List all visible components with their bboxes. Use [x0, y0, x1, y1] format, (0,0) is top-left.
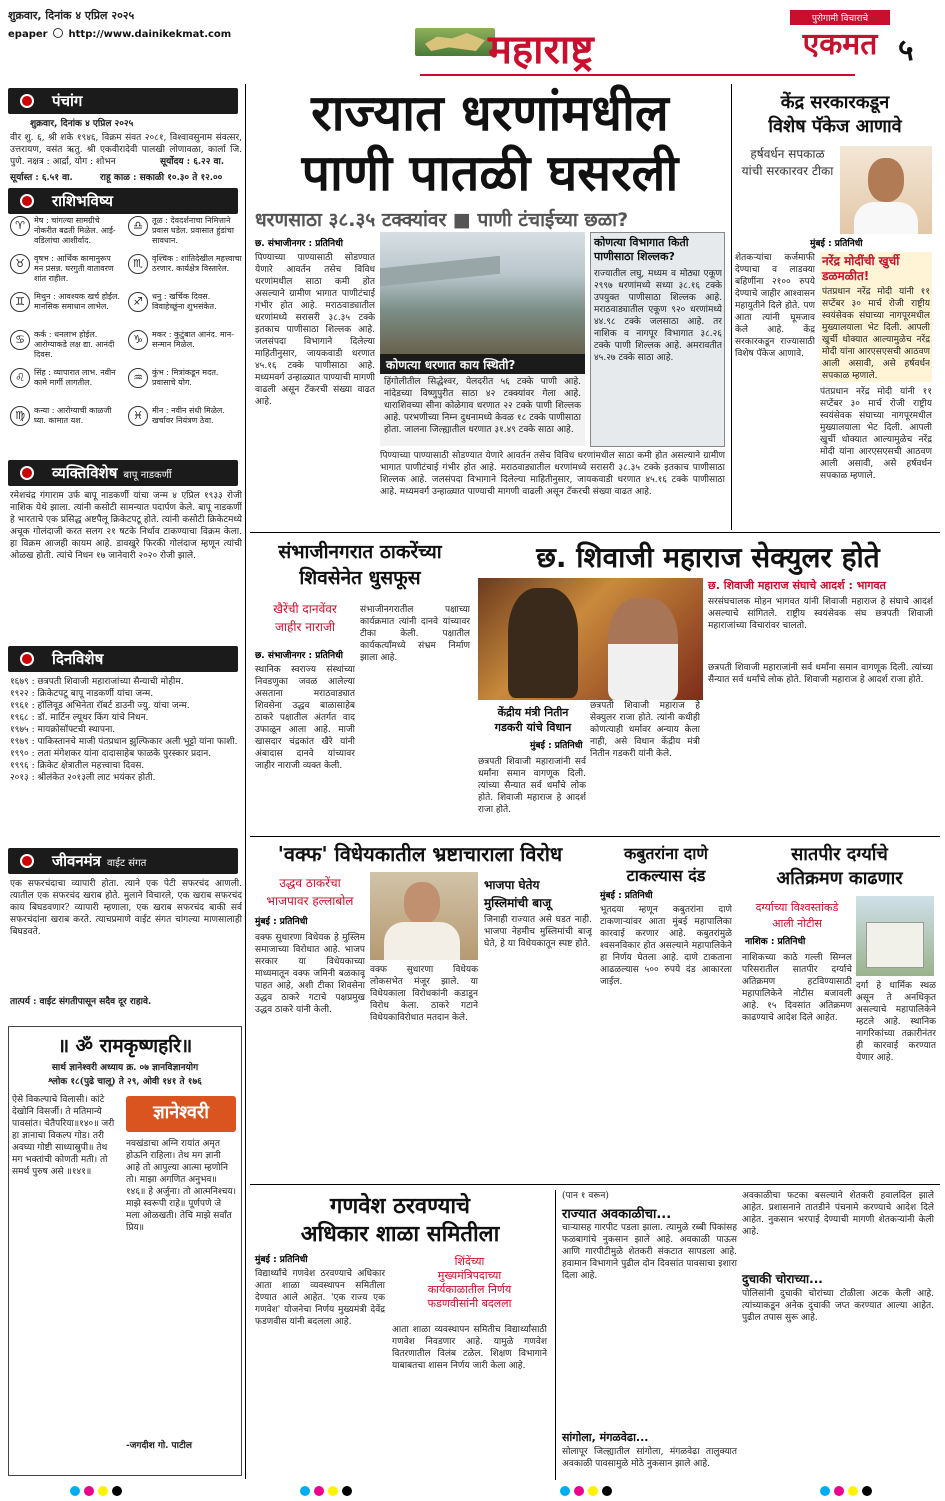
box2-title: कोणत्या विभागात किती पाणीसाठा शिल्लक? — [594, 236, 689, 263]
dateline: शुक्रवार, दिनांक ४ एप्रिल २०२५ — [8, 9, 135, 22]
jeevan-title: जीवनमंत्र — [52, 852, 101, 870]
vyakti-body: रमेशचंद्र गंगाराम उर्फ बापू नाडकर्णी यांचा जन्म ४ एप्रिल १९३३ रोजी नाशिक येथे झाला. त्यांनी कसोटी सामन्यात पदार्पण केले. बापू नाडकर्णी हे भारताचे एक प्रसिद्ध अष्टपैलू क्रिकेटपटू होते. त्यांनी कसोटी क्रिकेटमध्ये अचूक गोलंदाजी करत सलग २१ षटके निर्धाव टाकण्याचा विक्रम केला. हा विक्रम आजही कायम आहे. डावखुरे फिरकी गोलंदाज म्हणून त्यांची ओळख होती. त्यांचे निधन १७ जानेवारी २०२० रोजी झाले. — [10, 491, 242, 561]
row-rule-3 — [250, 1184, 940, 1185]
rashi-item-vrushchik — [128, 254, 242, 274]
satpeer-title-1: सातपीर दर्ग्याचे — [791, 844, 888, 865]
waqf-kicker-1: उद्धव ठाकरेंचा — [279, 876, 341, 890]
magenta-swatch — [84, 1486, 94, 1496]
brand-logo: एकमत — [802, 27, 878, 62]
list-item: १९७५ : मायक्रोसॉफ्टची स्थापना. — [10, 725, 116, 735]
scorpio-icon: ♏ — [128, 254, 148, 274]
rashi-item-kark — [10, 330, 122, 360]
cancer-icon: ♋ — [10, 330, 30, 350]
jeevan-moral: तात्पर्य : वाईट संगतीपासून सदैव दूर राहावे. — [10, 997, 152, 1007]
waqf-body-2: वक्फ सुधारणा विधेयक लोकसभेत मंजूर झाले. या विधेयकाला विरोधकांनी कडाडून विरोध केला. ठाकरे गटाने विधेयकाविरोधात मतदान केले. — [370, 965, 478, 1023]
shirt — [854, 202, 918, 234]
kabutar-title-2: टाकल्यास दंड — [626, 866, 706, 885]
shivaji-photo — [478, 578, 703, 700]
dnyaneshwari-logo-text: ज्ञानेश्वरी — [153, 1102, 209, 1123]
list-item: १९९६ : क्रिकेट क्षेत्रातील महत्त्वाचा दिवस. — [10, 761, 145, 771]
sambhaji-title-1: संभाजीनगरात ठाकरेंच्या — [278, 541, 442, 563]
bullet-icon — [20, 854, 34, 868]
ganvesh-body-2: आता शाळा व्यवस्थापन समितीच विद्यार्थ्यांसाठी गणवेश निवडणार आहे. यामुळे गणवेश वितरणातील विलंब टळेल. शिक्षण विभागाने याबाबतचा शासन निर्णय जारी केला आहे. — [392, 1325, 547, 1371]
rashi-title: राशिभविष्य — [52, 192, 113, 210]
ramkrishna-left: ऐसे विकल्पाचे विलासी। कांटे देखोनि विसर्जी। ते मतिमान्ये पावसांत। चेतैपरिया॥१४०॥ जरी हा ज्ञानाचा विकल्प गोड। तरी अवघ्या गोष्टी साध्यास्रुपी॥ तेथ मग भक्तांची कोणती मती। तो समर्थ पुरुष असे ॥१४१॥ — [12, 1095, 115, 1177]
rashi-text: धनु : खर्चिक दिवस. विवाहेच्छूंना शुभसंकेत. — [152, 292, 217, 311]
continuation-title: राज्यात अवकाळीचा... — [562, 1207, 672, 1222]
lead-headline-1: राज्यात धरणांमधील — [311, 84, 669, 142]
waqf-side-body: जिनाही राज्यात असे घडत नाही. भाजपा नेहमीच मुस्लिमांची बाजू घेते, हे या विधेयकातून स्पष्ट होते. — [484, 915, 592, 949]
right-column-rule — [731, 84, 732, 530]
list-item: २०१३ : श्रीलंकेत २०१३ली लाट भयंकर होती. — [10, 773, 156, 783]
continuation-body-2: सोलापूर जिल्ह्यातील सांगोला, मंगळवेढा तालुक्यात अवकाळी पावसामुळे मोठे नुकसान झाले आहे. — [562, 1447, 737, 1469]
shirt — [384, 922, 460, 960]
shivaji-caption-1: केंद्रीय मंत्री नितीन — [497, 706, 569, 719]
waqf-title: 'वक्फ' विधेयकातील भ्रष्टाचाराला विरोध — [277, 842, 563, 866]
satpeer-body-2: दर्गा हे धार्मिक स्थळ असून ते अनधिकृत असल्याचे महापालिकेने म्हटले आहे. स्थानिक नागरिकांच्या तक्रारीनंतर ही कारवाई करण्यात येणार आहे. — [856, 981, 936, 1063]
magenta-swatch — [314, 1486, 324, 1496]
box2-body: राज्यातील लघु, मध्यम व मोठ्या एकूण २९९७ धरणांमध्ये सध्या ३८.१६ टक्के उपयुक्त पाणीसाठा शिल्लक आहे. मराठवाड्यातील एकूण ९२० धरणांमध्ये ४४.९८ टक्के जलसाठा आहे. तर नाशिक व नागपूर विभागात ३८.२६ टक्के पाणी शिल्लक आहे. अमरावतीत ४५.२७ टक्के साठा आहे. — [594, 269, 722, 363]
rashi-text: वृश्चिक : शांतिदेखील महत्त्वाचा ठरणार. कार्यक्षेत्र विस्तारेल. — [152, 254, 242, 273]
ramkrishna-title: ॥ ॐ रामकृष्णहरि॥ — [57, 1035, 193, 1057]
rashi-grid — [10, 216, 242, 448]
continuation-body: चाऱ्यासह गारपीट पडला झाला. त्यामुळे रब्बी पिकांसह फळबागांचे नुकसान झाले आहे. अवकाळी पाऊस आणि गारपीटीमुळे शेतकरी संकटात सापडला आहे. हवामान विभागाने पुढील दोन दिवसांत पावसाचा इशारा दिला आहे. — [562, 1223, 737, 1281]
dinvishesh-list — [10, 676, 242, 784]
rashi-item-dhanu — [128, 292, 242, 312]
magenta-swatch — [574, 1486, 584, 1496]
rashi-item-kanya — [10, 406, 122, 426]
gemini-icon: ♊ — [10, 292, 30, 312]
row-rule-2 — [250, 836, 940, 837]
aquarius-icon: ♒ — [128, 368, 148, 388]
continuation-rule — [555, 1190, 556, 1480]
ganvesh-title-1: गणवेश ठरवण्याचे — [329, 1194, 471, 1219]
ganvesh-title-2: अधिकार शाळा समितीला — [300, 1222, 500, 1247]
satpeer-title-2: अतिक्रमण काढणार — [776, 868, 903, 889]
magenta-swatch — [834, 1486, 844, 1496]
section-title: महाराष्ट्र — [488, 27, 594, 73]
ganvesh-kicker-1: शिंदेंच्या — [454, 1255, 485, 1268]
pisces-icon: ♓ — [128, 406, 148, 426]
shivaji-body-right: छत्रपती शिवाजी महाराजांनी सर्व धर्मांना समान वागणूक दिली. त्यांच्या सैन्यात सर्व धर्मांचे लोक होते. शिवाजी महाराज हे आदर्श राजा होते. — [708, 663, 933, 685]
rashi-text: कन्या : आरोग्याची काळजी घ्या. कामात यश. — [34, 406, 112, 425]
dam-wall — [380, 256, 500, 287]
modi-title: नरेंद्र मोदींची खुर्ची डळमळीत! — [822, 254, 900, 283]
registration-bar — [0, 1482, 945, 1501]
rashi-text: कुंभ : मित्रांकडून मदत. प्रवासाचे योग. — [152, 368, 219, 387]
list-item: १९९० : लता मंगेशकर यांना दादासाहेब फाळके पुरस्कार प्रदान. — [10, 749, 212, 759]
lead-body-col1: पिण्याच्या पाण्यासाठी सोडण्यात येणारे आवर्तन तसेच विविध धरणांमधील साठा कमी होत असल्याने ग्रामीण भागात पाणीटंचाई गंभीर होत आहे. मराठवाड्यातील धरणांमध्ये सरासरी ३८.३५ टक्के इतकाच पाणीसाठा शिल्लक आहे. जलसंपदा विभागाने दिलेल्या माहितीनुसार, जायकवाडी धरणात ४५.१६ टक्के पाणीसाठा आहे. मध्यमवर्ग उन्हाळ्यात पाण्याची मागणी वाढली असून टँकरची संख्या वाढत आहे. — [255, 253, 375, 407]
jeevan-header — [8, 848, 238, 874]
vyakti-title: व्यक्तिविशेष — [52, 464, 118, 482]
list-item: १६७९ : छत्रपती शिवाजी महाराजांच्या सैन्याची मोहीम. — [10, 677, 184, 687]
capricorn-icon: ♑ — [128, 330, 148, 350]
rashi-text: मकर : कुटुंबात आनंद. मान-सन्मान मिळेल. — [152, 330, 235, 349]
satpeer-byline: नाशिक : प्रतिनिधी — [745, 937, 806, 947]
gadkari-figure — [608, 598, 678, 700]
ganvesh-body: विद्यार्थ्यांचे गणवेश ठरवण्याचे अधिकार आता शाळा व्यवस्थापन समितीला देण्यात आले आहेत. 'एक राज्य एक गणवेश' योजनेचा निर्णय मुख्यमंत्री देवेंद्र फडणवीस यांनी बदलला आहे. — [255, 1269, 385, 1327]
site-url[interactable]: http://www.dainikekmat.com — [68, 29, 232, 40]
dam-photo — [380, 232, 585, 374]
continuation-page-ref: (पान १ वरून) — [562, 1191, 609, 1201]
rashi-text: मेष : चांगल्या सामग्रीचे नोकरीत बढती मिळेल. आई-वडिलांचा आशीर्वाद. — [34, 216, 116, 245]
yellow-swatch — [848, 1486, 858, 1496]
shivaji-byline: मुंबई : प्रतिनिधी — [530, 741, 583, 751]
libra-icon: ♎ — [128, 216, 148, 236]
kabutar-title-1: कबुतरांना दाणे — [623, 844, 709, 863]
lead-body-cont: पिण्याच्या पाण्यासाठी सोडण्यात येणारे आवर्तन तसेच विविध धरणांमधील साठा कमी होत असल्याने ग्रामीण भागात पाणीटंचाई गंभीर होत आहे. मराठवाड्यातील धरणांमध्ये सरासरी ३८.३५ टक्के इतकाच पाणीसाठा शिल्लक आहे. जलसंपदा विभागाने दिलेल्या माहितीनुसार, जायकवाडी धरणात ४५.१६ टक्के पाणीसाठा आहे. मध्यमवर्ग उन्हाळ्यात पाण्याची मागणी वाढली असून टँकरची संख्या वाढत आहे. — [380, 451, 725, 497]
shivaji-body-left: छत्रपती शिवाजी महाराजांनी सर्व धर्मांना समान वागणूक दिली. त्यांच्या सैन्यात सर्व धर्मांचे लोक होते. शिवाजी महाराज हे आदर्श राजा होते. — [478, 757, 586, 815]
dargah-photo — [856, 896, 934, 976]
rashi-text: सिंह : व्यापारात लाभ. नवीन कामे मार्गी लागतील. — [34, 368, 116, 387]
kabutar-byline: मुंबई : प्रतिनिधी — [600, 891, 653, 901]
continuation-sub: सांगोला, मंगळवेढा... — [562, 1431, 649, 1444]
rashi-header — [8, 188, 238, 214]
jeevan-body: एक सफरचंदाचा व्यापारी होता. त्याने एक पेटी सफरचंद आणली. त्यातील एक सफरचंद खराब होते. मुलाने विचारले, एक खराब सफरचंद काय बिघडवणार? व्यापारी म्हणाला, एक खराब सफरचंद बाकी सर्व सफरचंदांना खराब करते. त्याचप्रमाणे वाईट संगत चांगल्या माणसालाही बिघडवते. — [10, 879, 242, 937]
kendra-body: शेतकऱ्यांचा कर्जमाफी देण्याचा व लाडक्या बहिणींना २१०० रुपये देण्याचे जाहीर आश्वासन महायुतीने दिले होते. पण आता त्यांनी घूमजाव केले आहे. केंद्र सरकारकडून राज्यासाठी विशेष पॅकेज आणावे. — [735, 253, 815, 359]
lead-byline: छ. संभाजीनगर : प्रतिनिधी — [255, 239, 343, 249]
rashi-item-mithun — [10, 292, 122, 312]
satpeer-kicker-2: आली नोटीस — [772, 917, 822, 930]
section-divider — [420, 74, 855, 76]
vyakti-header — [8, 460, 238, 486]
sambhaji-kicker-1: खैरेंची दानवेंवर — [273, 602, 337, 616]
shivaji-side-title: छ. शिवाजी महाराज संघाचे आदर्श : भागवत — [708, 579, 886, 592]
kendra-title-2: विशेष पॅकेज आणावे — [768, 116, 902, 137]
yellow-swatch — [98, 1486, 108, 1496]
row-rule-1 — [250, 532, 940, 533]
rashi-item-kumbh — [128, 368, 242, 388]
shivaji-body: छत्रपती शिवाजी महाराज हे सेक्युलर राजा होते. त्यांनी कधीही कोणत्याही धर्मावर अन्याय केला नाही, असे विधान केंद्रीय मंत्री नितीन गडकरी यांनी केले. — [590, 701, 700, 759]
ganvesh-kicker-3: कार्यकाळातील निर्णय — [427, 1283, 512, 1296]
sapkal-photo — [840, 146, 932, 234]
rashi-text: मिथुन : आवश्यक खर्च होईल. मानसिक समाधान लाभेल. — [34, 292, 120, 311]
cyan-swatch — [70, 1486, 80, 1496]
satpeer-kicker-1: दर्ग्याच्या विश्वस्तांकडे — [755, 901, 839, 914]
sambhaji-byline: छ. संभाजीनगर : प्रतिनिधी — [255, 651, 343, 661]
rashi-item-sinha — [10, 368, 122, 388]
statue — [508, 588, 578, 698]
shivaji-caption-2: गडकरी यांचे विधान — [494, 721, 572, 734]
face — [404, 882, 440, 924]
sagittarius-icon: ♐ — [128, 292, 148, 312]
list-item: १९७९ : पाकिस्तानचे माजी पंतप्रधान झुल्फिकार अली भुट्टो यांना फाशी. — [10, 737, 238, 747]
epaper-label — [8, 28, 231, 40]
cyan-swatch — [300, 1486, 310, 1496]
waqf-body: वक्फ सुधारणा विधेयक हे मुस्लिम समाजाच्या विरोधात आहे. भाजप सरकार या विधेयकाच्या माध्यमातून वक्फ जमिनी बळकावू पाहत आहे, अशी टीका शिवसेना उद्धव ठाकरे गटाचे पक्षप्रमुख उद्धव ठाकरे यांनी केली. — [255, 933, 365, 1015]
ramkrishna-right: नवखंडाचा अग्नि रायांत अमृत होऊनि राहिला। तेथ मग ज्ञानी आहे तो आपुल्या आत्मा म्हणोनि तो। माझा अगणित अनुभव॥१४६॥ हे अर्जुना। तो आत्मनिश्चय। माझे स्वरूपी राहे॥ पूर्णपणे जे मला ओळखती। तेचि माझे सर्वांत प्रिय॥ — [126, 1139, 236, 1233]
brand-tagline: पुरोगामी विचाराचे — [790, 10, 890, 25]
panchang-rahukal: राहू काळ : सकाळी १०.३० ते १२.०० — [100, 173, 223, 183]
cyan-swatch — [560, 1486, 570, 1496]
left-column-rule — [245, 84, 246, 1479]
waqf-side-title-1: भाजपा घेतेय — [484, 878, 540, 892]
bullet-icon — [20, 466, 34, 480]
bullet-icon — [20, 94, 34, 108]
black-swatch — [112, 1486, 122, 1496]
ramkrishna-source: सार्थ ज्ञानेश्वरी अध्याय क्र. ०७ ज्ञानविज्ञानयोग — [51, 1063, 199, 1073]
panchang-body: वीर शु. ६, श्री शके १९४६, विक्रम संवत २०८१, विश्वावसुनाम संवत्सर, उत्तरायण, वसंत ऋतु. श्री एकवीरादेवी पालखी लोणावळा, कार्ला जि. पुणे. नक्षत्र : आर्द्रा, योग : शोभन — [10, 133, 242, 167]
bullet-icon — [20, 652, 34, 666]
taurus-icon: ♉ — [10, 254, 30, 274]
waqf-side-title-2: मुस्लिमांची बाजू — [484, 896, 552, 910]
kendra-byline: मुंबई : प्रतिनिधी — [810, 239, 863, 249]
chori-title: दुचाकी चोराच्या... — [742, 1272, 823, 1286]
list-item: १९६८ : डॉ. मार्टिन ल्यूथर किंग यांचे निधन. — [10, 713, 149, 723]
dinvishesh-title: दिनविशेष — [52, 650, 104, 668]
epaper-text: epaper — [8, 29, 48, 40]
dargah-building — [866, 922, 924, 968]
page-number: ५ — [898, 33, 914, 68]
panchang-title: पंचांग — [52, 92, 83, 110]
ramkrishna-shlok: श्लोक १८(पुढे चालू) ते २९, ओवी १४१ ते १७६ — [48, 1077, 202, 1087]
list-item: १९६१ : हॉलिवूड अभिनेता रॉबर्ट डाउनी ज्यु. यांचा जन्म. — [10, 701, 190, 711]
rashi-item-tula — [128, 216, 242, 246]
cyan-swatch — [820, 1486, 830, 1496]
waqf-kicker-2: भाजपावर हल्लाबोल — [266, 894, 354, 908]
aries-icon: ♈ — [10, 216, 30, 236]
rashi-item-makar — [128, 330, 242, 350]
chori-body: पोलिसांनी दुचाकी चोरांच्या टोळीला अटक केली आहे. त्यांच्याकडून अनेक दुचाकी जप्त करण्यात आल्या आहेत. पुढील तपास सुरू आहे. — [742, 1289, 934, 1323]
rashi-text: कर्क : धनलाभ होईल. आरोग्याकडे लक्ष द्या. आनंदी दिवस. — [34, 330, 115, 359]
kendra-body-cont: पंतप्रधान नरेंद्र मोदी यांनी ११ सप्टेंबर ३० मार्च रोजी राष्ट्रीय स्वयंसेवक संघाच्या नागपूरमधील मुख्यालयाला भेट दिली. आपली खुर्ची धोक्यात आल्यामुळेच नरेंद्र मोदी यांना आरएसएसची आठवण आली असावी, असे हर्षवर्धन सपकाळ म्हणाले. — [820, 387, 932, 481]
black-swatch — [602, 1486, 612, 1496]
ganvesh-byline: मुंबई : प्रतिनिधी — [255, 1255, 308, 1265]
yellow-swatch — [328, 1486, 338, 1496]
satpeer-body: नाशिकच्या काठे गल्ली सिग्नल परिसरातील सातपीर दर्ग्याचे अतिक्रमण हटविण्यासाठी महापालिकेने नोटीस बजावली आहे. १५ दिवसांत अतिक्रमण काढण्याचे आदेश दिले आहेत. — [742, 953, 852, 1023]
list-item: १९२२ : क्रिकेटपटू बापू नाडकर्णी यांचा जन्म. — [10, 689, 154, 699]
lead-deck: धरणसाठा ३८.३५ टक्क्यांवर ■ पाणी टंचाईच्या छळा? — [255, 209, 629, 231]
panchang-date: शुक्रवार, दिनांक ४ एप्रिल २०२५ — [30, 119, 134, 129]
black-swatch — [342, 1486, 352, 1496]
panchang-header — [8, 88, 238, 114]
yellow-swatch — [588, 1486, 598, 1496]
waqf-byline: मुंबई : प्रतिनिधी — [255, 917, 308, 927]
continuation-right: अवकाळीचा फटका बसल्याने शेतकरी हवालदिल झाले आहेत. प्रशासनाने तातडीने पंचनामे करण्याचे आदेश दिले आहेत. नुकसान भरपाई देण्याची मागणी शेतकऱ्यांनी केली आहे. — [742, 1191, 934, 1237]
ganvesh-kicker-4: फडणवीसांनी बदलला — [427, 1297, 512, 1310]
sambhaji-body: स्थानिक स्वराज्य संस्थांच्या निवडणुका जवळ आलेल्या असताना मराठवाड्यात शिवसेना उद्धव बाळासाहेब ठाकरे पक्षातील अंतर्गत वाद उफाळून आला आहे. माजी खासदार चंद्रकांत खैरे यांनी अंबादास दानवे यांच्यावर जाहीर नाराजी व्यक्त केली. — [255, 665, 355, 771]
rashi-item-meen — [128, 406, 242, 426]
box1-title: कोणत्या धरणात काय स्थिती? — [380, 354, 585, 375]
black-swatch — [862, 1486, 872, 1496]
rashi-item-vrushabh — [10, 254, 122, 284]
rashi-item-mesh — [10, 216, 122, 246]
sambhaji-body-2: संभाजीनगरातील पक्षाच्या कार्यक्रमात त्यांनी दानवे यांच्यावर टीका केली. पक्षातील कार्यकर्त्यांमध्ये संभ्रम निर्माण झाला आहे. — [360, 605, 470, 663]
ramkrishna-credit: -जगदीश गो. पाटील — [126, 1441, 192, 1451]
shivaji-side-body: सरसंघचालक मोहन भागवत यांनी शिवाजी महाराज हे संघाचे आदर्श असल्याचे सांगितले. राष्ट्रीय स्वयंसेवक संघ छत्रपती शिवाजी महाराजांच्या विचारांवर चालतो. — [708, 597, 933, 631]
dinvishesh-header — [8, 646, 238, 672]
sambhaji-kicker-2: जाहीर नाराजी — [274, 620, 335, 634]
box1-body: हिंगोलीतील सिद्धेश्वर, येलदरीत ५६ टक्के पाणी आहे. नांदेडच्या विष्णुपुरीत साठा ४२ टक्क्यांवर गेला आहे. धाराशिवच्या सीना कोळेगाव धरणात २२ टक्के पाणी शिल्लक आहे. परभणीच्या निम्न दुधनामध्ये केवळ १८ टक्के पाणीसाठा होता. जालना जिल्ह्यातील धरणात ३१.४९ टक्के साठा आहे. — [380, 374, 585, 446]
kabutar-body: भूतदया म्हणून कबुतरांना दाणे टाकणाऱ्यांवर आता मुंबई महापालिका कारवाई करणार आहे. कबुतरांमुळे श्वसनविकार होत असल्याने महापालिकेने हा निर्णय घेतला आहे. दाणे टाकताना आढळल्यास ५०० रुपये दंड आकारला जाईल. — [600, 905, 732, 987]
panchang-sunset: सूर्यास्त : ६.५१ वा. — [10, 173, 73, 183]
face — [868, 158, 904, 202]
virgo-icon: ♍ — [10, 406, 30, 426]
vyakti-sub: बापू नाडकर्णी — [123, 470, 172, 481]
rashi-text: वृषभ : आर्थिक कामानुरूप मन प्रसन्न. घरगुती वातावरण शांत राहील. — [34, 254, 114, 283]
lead-headline-2: पाणी पातळी घसरली — [301, 144, 679, 202]
sambhaji-title-2: शिवसेनेत धुसफूस — [299, 567, 421, 589]
rashi-text: तूळ : देवदर्शनाचा निमित्ताने प्रवास घडेल. प्रवासात हुंडांचा सावधान. — [152, 216, 234, 245]
bullet-icon — [20, 194, 34, 208]
shivaji-title: छ. शिवाजी महाराज सेक्युलर होते — [536, 541, 880, 574]
globe-icon — [53, 28, 63, 38]
kendra-title-1: केंद्र सरकारकडून — [780, 92, 890, 113]
jeevan-sub: वाईट संगत — [106, 858, 147, 869]
kendra-quote: हर्षवर्धन सपकाळ यांची सरकारवर टीका — [741, 147, 834, 178]
ganvesh-kicker-2: मुख्यमंत्रिपदाच्या — [437, 1269, 502, 1282]
modi-body: पंतप्रधान नरेंद्र मोदी यांनी ११ सप्टेंबर ३० मार्च रोजी राष्ट्रीय स्वयंसेवक संघाच्या नागपूरमधील मुख्यालयाला भेट दिली. आपली खुर्ची धोक्यात आल्यामुळेच नरेंद्र मोदी यांना आरएसएसची आठवण आली असावी, असे हर्षवर्धन सपकाळ म्हणाले. — [822, 287, 930, 380]
uddhav-photo — [370, 872, 478, 960]
panchang-sunrise: सूर्योदय : ६.२२ वा. — [160, 157, 224, 167]
leo-icon: ♌ — [10, 368, 30, 388]
rashi-text: मीन : नवीन संधी मिळेल. खर्चावर नियंत्रण ठेवा. — [152, 406, 225, 425]
